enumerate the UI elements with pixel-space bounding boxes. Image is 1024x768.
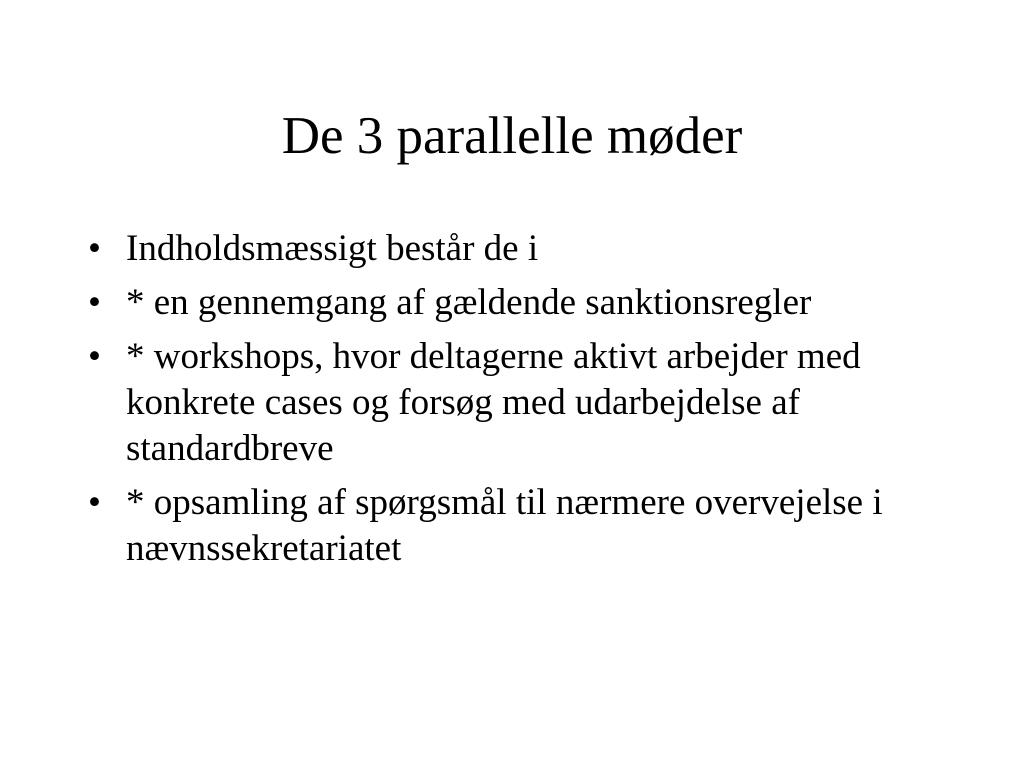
- bullet-list: [82, 226, 962, 580]
- bullet-text: * en gennemgang af gældende sanktionsregler: [126, 282, 812, 323]
- bullet-item: [82, 334, 962, 472]
- bullet-marker-icon: •: [88, 282, 101, 323]
- bullet-marker-icon: •: [88, 336, 101, 377]
- bullet-text: * workshops, hvor deltagerne aktivt arbejder med konkrete cases og forsøg med udarbejdelse af standardbreve: [126, 336, 861, 469]
- bullet-marker-icon: •: [88, 482, 101, 523]
- slide-title: De 3 parallelle møder: [281, 107, 743, 165]
- bullet-text: Indholdsmæssigt består de i: [126, 228, 539, 269]
- bullet-item: [82, 280, 962, 326]
- bullet-marker-icon: •: [88, 228, 101, 269]
- bullet-item: [82, 226, 962, 272]
- bullet-item: [82, 480, 962, 572]
- bullet-text: * opsamling af spørgsmål til nærmere overvejelse i nævnssekretariatet: [126, 482, 883, 569]
